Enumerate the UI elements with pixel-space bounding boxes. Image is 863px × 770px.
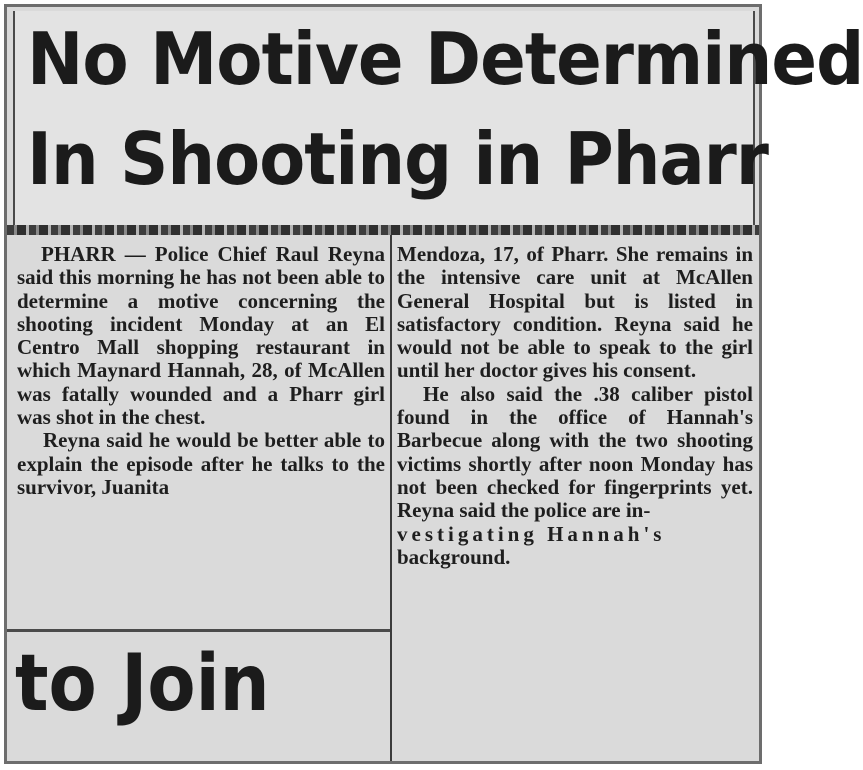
headline-divider-rule: [7, 225, 759, 235]
article-column-left: [17, 243, 385, 631]
article-paragraph-1: PHARR — Police Chief Raul Reyna said this morning he has not been able to determine a motive concerning the shooting incident Monday at an El Centro Mall shopping restaurant in which Maynard Hannah, 28, of McAllen was fatally wounded and a Pharr girl was shot in the chest.: [17, 242, 385, 430]
article-paragraph-4: He also said the .38 caliber pistol found in the office of Hannah's Barbecue along with the two shooting victims shortly after noon Monday has not been checked for fingerprints yet. Reyna said the police are in-: [397, 381, 753, 523]
article-paragraph-3: Mendoza, 17, of Pharr. She remains in the intensive care unit at McAllen General Hospital but is listed in satisfactory condition. Reyna said he would not be able to speak to the girl until her doctor gives his consent.: [397, 242, 753, 383]
article-bottom-rule: [7, 629, 390, 632]
column-divider: [390, 235, 392, 761]
headline-line-1: No Motive Determined: [27, 17, 863, 101]
headline-box: [13, 11, 863, 225]
article-paragraph-4-end: background.: [397, 544, 511, 569]
article-paragraph-2: Reyna said he would be better able to explain the episode after he talks to the survivor, Juanita: [17, 428, 385, 499]
article-paragraph-4-line: vestigating Hannah's: [397, 521, 666, 546]
headline-line-2: In Shooting in Pharr: [27, 117, 768, 201]
newspaper-clipping: [4, 4, 863, 764]
next-headline-fragment: to Join: [15, 639, 270, 729]
article-column-right: [397, 243, 753, 763]
